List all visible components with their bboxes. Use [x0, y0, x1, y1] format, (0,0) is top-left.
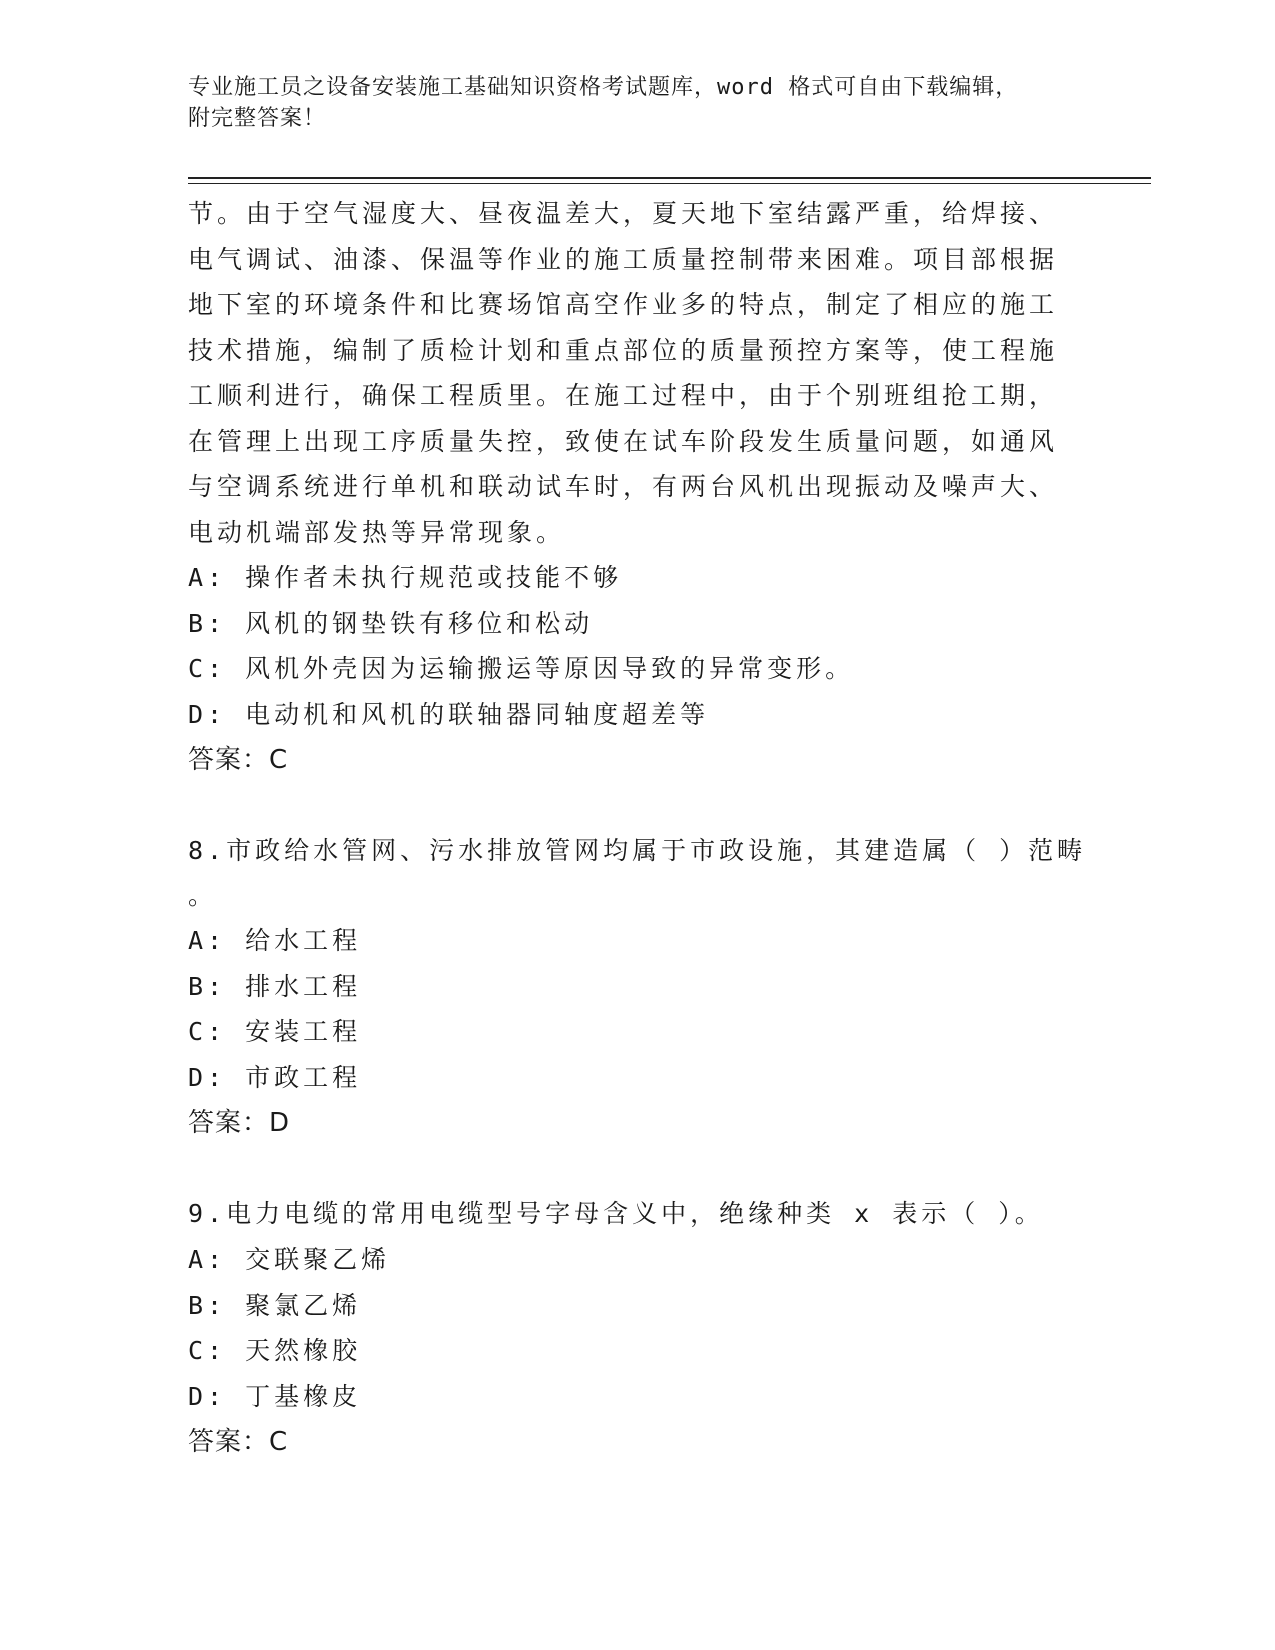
question-8-answer: 答案：D: [188, 1108, 291, 1138]
question-8-text: 8.市政给水管网、污水排放管网均属于市政设施，其建造属（ ）范畴: [188, 836, 1087, 865]
passage-line: 地下室的环境条件和比赛场馆高空作业多的特点，制定了相应的施工: [188, 290, 1059, 319]
option-b: B: 风机的钢垫铁有移位和松动: [188, 608, 594, 638]
header-divider-thin: [188, 183, 1151, 184]
document-header: [188, 72, 1078, 134]
passage-line: 工顺利进行，确保工程质里。在施工过程中，由于个别班组抢工期，: [188, 381, 1059, 410]
passage-line: 与空调系统进行单机和联动试车时，有两台风机出现振动及噪声大、: [188, 472, 1059, 501]
question-9-text: 9.电力电缆的常用电缆型号字母含义中，绝缘种类 x 表示（ ）。: [188, 1199, 1044, 1228]
option-d: D: 丁基橡皮: [188, 1381, 362, 1411]
document-body: [188, 191, 1088, 1465]
option-a: A: 给水工程: [188, 926, 362, 955]
header-line-1: 专业施工员之设备安装施工基础知识资格考试题库，word 格式可自由下载编辑，: [188, 75, 1019, 100]
option-a: A: 交联聚乙烯: [188, 1245, 391, 1274]
option-a: A: 操作者未执行规范或技能不够: [188, 563, 623, 592]
option-b: B: 排水工程: [188, 971, 362, 1001]
question-9: [188, 1191, 1088, 1465]
passage-line: 电动机端部发热等异常现象。: [188, 517, 566, 547]
header-divider-thick: [188, 177, 1151, 179]
passage-line: 技术措施，编制了质检计划和重点部位的质量预控方案等，使工程施: [188, 335, 1059, 365]
question-7-passage: [188, 191, 1088, 555]
question-8: [188, 828, 1088, 1146]
question-7-options: [188, 555, 1088, 737]
passage-line: 节。由于空气湿度大、昼夜温差大，夏天地下室结露严重，给焊接、: [188, 199, 1059, 228]
option-b: B: 聚氯乙烯: [188, 1290, 362, 1320]
option-c: C: 安装工程: [188, 1017, 362, 1046]
passage-line: 在管理上出现工序质量失控，致使在试车阶段发生质量问题，如通风: [188, 426, 1059, 456]
question-9-answer: 答案：C: [188, 1427, 289, 1457]
question-7-answer: 答案：C: [188, 745, 289, 775]
spacer: [188, 783, 1088, 828]
option-d: D: 市政工程: [188, 1062, 362, 1092]
option-c: C: 风机外壳因为运输搬运等原因导致的异常变形。: [188, 654, 855, 683]
question-8-text-continued: 。: [188, 881, 218, 910]
passage-line: 电气调试、油漆、保温等作业的施工质量控制带来困难。项目部根据: [188, 244, 1059, 274]
spacer: [188, 1146, 1088, 1191]
header-line-2: 附完整答案！: [188, 106, 327, 131]
option-c: C: 天然橡胶: [188, 1336, 362, 1365]
option-d: D: 电动机和风机的联轴器同轴度超差等: [188, 699, 710, 729]
